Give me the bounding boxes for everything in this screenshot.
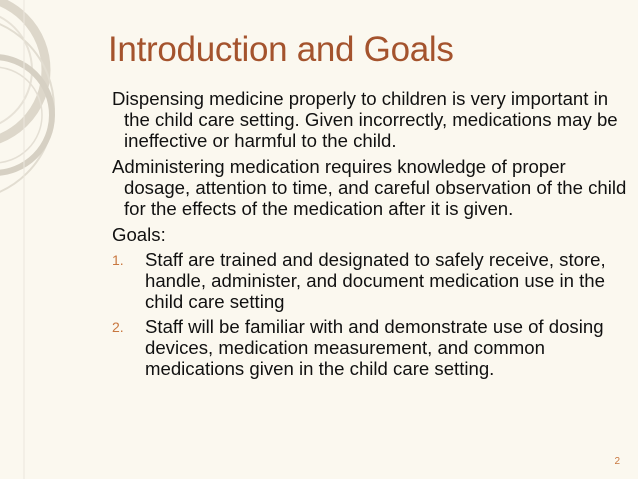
goals-label: Goals: (112, 224, 166, 245)
goal-text: Staff will be familiar with and demonstrate use of dosing devices, medication measurement, and common medications given in the child care setting. (145, 316, 604, 379)
goal-number: 1. (112, 252, 124, 268)
slide-number: 2 (614, 456, 620, 467)
intro-paragraph: Dispensing medicine properly to children is very important in the child care setting. Given incorrectly, medications may be ineffective or harmful to the child. (112, 88, 618, 151)
decorative-rings (0, 0, 120, 479)
medication-paragraph: Administering medication requires knowledge of proper dosage, attention to time, and careful observation of the child for the effects of the medication after it is given. (112, 156, 627, 219)
goal-item (112, 249, 632, 312)
slide-title: Introduction and Goals (108, 30, 454, 69)
goal-item (112, 316, 632, 379)
goal-number: 2. (112, 319, 124, 335)
slide-body (112, 88, 632, 383)
goal-text: Staff are trained and designated to safely receive, store, handle, administer, and document medication use in the child care setting (145, 249, 606, 312)
